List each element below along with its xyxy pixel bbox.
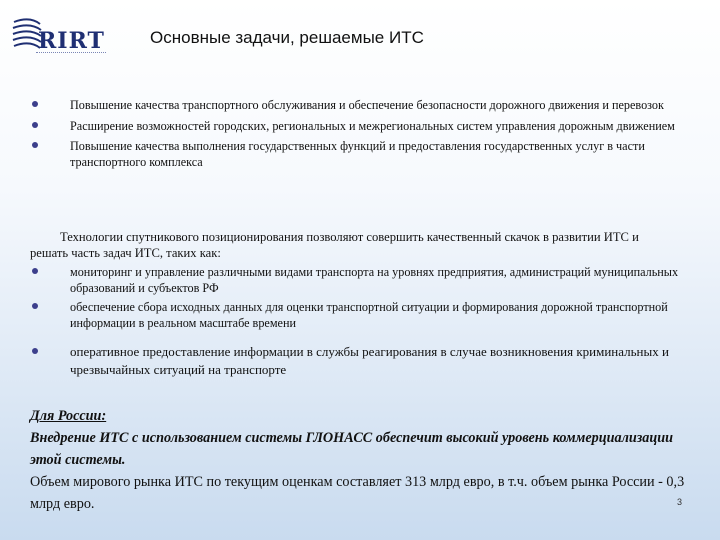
bullet-icon [32,101,38,107]
satellite-tasks-list [30,264,680,382]
page-title: Основные задачи, решаемые ИТС [150,28,424,47]
market-volume-text: Объем мирового рынка ИТС по текущим оценкам составляет 313 млрд евро, в т.ч. объем рынка России - 0,3 млрд евро. [30,474,685,512]
list-item: Расширение возможностей городских, региональных и межрегиональных систем управления дорожным движением [30,118,680,134]
glonass-statement: Внедрение ИТС с использованием системы ГЛОНАСС обеспечит высокий уровень коммерциализации этой системы. [30,430,674,468]
bullet-icon [32,142,38,148]
satellite-intro: Технологии спутникового позиционирования позволяют совершить качественный скачок в развитии ИТС и решать часть задач ИТС, таких как: [30,230,639,260]
logo-underline [36,52,106,57]
list-item: обеспечение сбора исходных данных для оценки транспортной ситуации и формирования дорожной транспортной информации в реальном масштабе времени [30,299,680,331]
list-item: Повышение качества транспортного обслуживания и обеспечение безопасности дорожного движения и перевозок [30,97,680,113]
tasks-list [30,97,680,175]
list-item: мониторинг и управление различными видами транспорта на уровнях предприятия, администраций муниципальных образований и субъектов РФ [30,264,680,296]
bullet-icon [32,303,38,309]
page-number: 3 [676,497,682,507]
russia-section [30,405,690,515]
bullet-icon [32,268,38,274]
bullet-icon [32,348,38,354]
list-item: Повышение качества выполнения государственных функций и предоставления государственных услуг в части транспортного комплекса [30,138,680,170]
list-item: оперативное предоставление информации в службы реагирования в случае возникновения криминальных и чрезвычайных ситуаций на транспорте [30,343,680,379]
russia-label: Для России: [30,408,107,424]
bullet-icon [32,122,38,128]
logo-text: RIRT [38,28,105,54]
